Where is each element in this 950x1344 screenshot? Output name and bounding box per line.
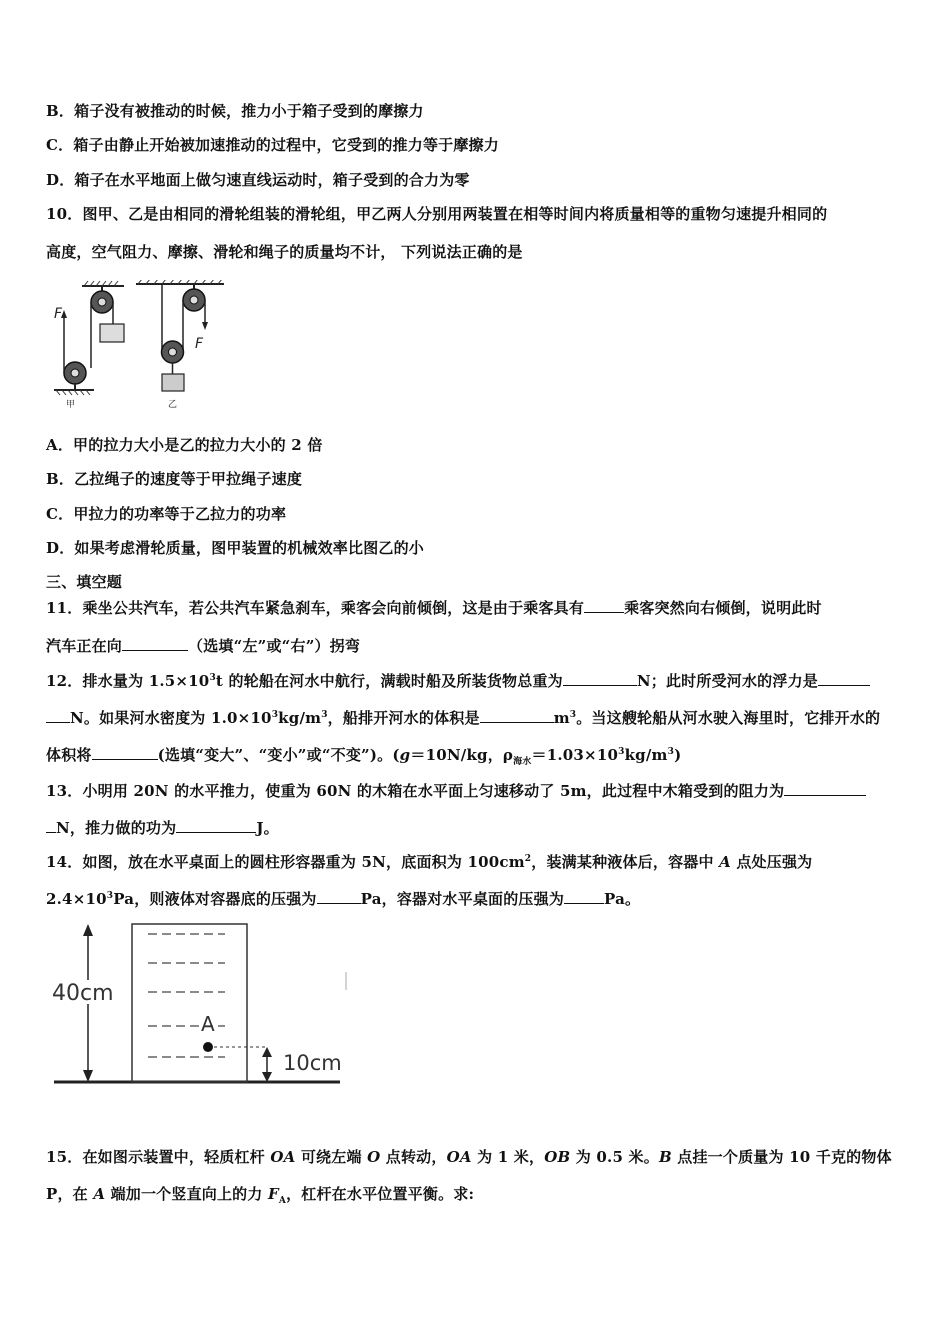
q12-blank-4[interactable] <box>92 744 158 760</box>
q13-line1: 13．小明用 20N 的水平推力，使重为 60N 的木箱在水平面上匀速移动了 5m，此过程中木箱受到的阻力为 <box>46 780 866 801</box>
q10-option-c: C．甲拉力的功率等于乙拉力的功率 <box>46 505 287 523</box>
q13-line2: N，推力做的功为 J。 <box>46 817 279 838</box>
q15-line1: 15．在如图示装置中，轻质杠杆 OA 可绕左端 O 点转动，OA 为 1 米，OB 为 0.5 米。B 点挂一个质量为 10 千克的物体 <box>46 1148 892 1166</box>
q10-fig-label-f-yi: F <box>195 336 204 352</box>
q15-line2: P，在 A 端加一个竖直向上的力 $F_A$，杠杆在水平位置平衡。求: <box>46 1185 475 1206</box>
q11-blank-1[interactable] <box>584 597 624 613</box>
q9-option-c: C．箱子由静止开始被加速推动的过程中，它受到的推力等于摩擦力 <box>46 136 499 154</box>
q10-option-a: A．甲的拉力大小是乙的拉力大小的 2 倍 <box>46 436 323 454</box>
q10-option-b: B．乙拉绳子的速度等于甲拉绳子速度 <box>46 470 303 488</box>
q11-line2: 汽车正在向 （选填“左”或“右”）拐弯 <box>46 637 361 655</box>
q14-line2: $2.4\times 10^3Pa$，则液体对容器底的压强为 Pa，容器对水平桌面的压强为 Pa。 <box>46 890 641 908</box>
q14-blank-1[interactable] <box>317 888 361 904</box>
q12-line3: 体积将 (选填“变大”、“变小”或“不变”)。(g＝10N/kg，$\rho_{海水}=1.03\times 10^3kg/m^3$) <box>46 746 682 767</box>
q13-blank-2[interactable] <box>176 817 256 833</box>
q12-line2: N。如果河水密度为 $1.0\times 10^3kg/m^3$，船排开河水的体积是 $m^3$。当这艘轮船从河水驶入海里时，它排开水的 <box>46 707 880 728</box>
q12-blank-2a[interactable] <box>818 670 870 686</box>
q9-option-b: B．箱子没有被推动的时候，推力小于箱子受到的摩擦力 <box>46 102 424 120</box>
q13-blank-1b[interactable] <box>46 817 56 833</box>
q10-pulley-figure <box>44 280 234 410</box>
q12-blank-3[interactable] <box>480 707 554 723</box>
section-title-fill-in: 三、填空题 <box>46 573 123 591</box>
q10-fig-label-f-jia: F <box>54 306 63 322</box>
q10-fig-label-jia: 甲 <box>66 400 76 410</box>
q13-blank-1a[interactable] <box>784 780 866 796</box>
q14-blank-2[interactable] <box>564 888 604 904</box>
q11-line1: 11．乘坐公共汽车，若公共汽车紧急刹车，乘客会向前倾倒，这是由于乘客具有 乘客突然向右倾倒，说明此时 <box>46 599 822 617</box>
q14-container-figure <box>50 920 350 1090</box>
q12-blank-2b[interactable] <box>46 707 70 723</box>
q12-line1: 12．排水量为 $1.5\times 10^3t$ 的轮船在河水中航行，满载时船及所装货物总重为 N；此时所受河水的浮力是 <box>46 670 870 691</box>
q10-fig-label-yi: 乙 <box>168 400 178 410</box>
q14-fig-point-a: A <box>201 1012 215 1036</box>
q12-blank-1[interactable] <box>563 670 637 686</box>
q9-option-d: D．箱子在水平地面上做匀速直线运动时，箱子受到的合力为零 <box>46 171 470 189</box>
q10-option-d: D．如果考虑滑轮质量，图甲装置的机械效率比图乙的小 <box>46 539 425 557</box>
q11-blank-2[interactable] <box>122 635 188 651</box>
q10-stem-line2: 高度，空气阻力、摩擦、滑轮和绳子的质量均不计， 下列说法正确的是 <box>46 243 523 261</box>
q14-line1: 14．如图，放在水平桌面上的圆柱形容器重为 5N，底面积为 $100cm^2$，装满某种液体后，容器中 A 点处压强为 <box>46 853 813 871</box>
q10-stem-line1: 10．图甲、乙是由相同的滑轮组装的滑轮组，甲乙两人分别用两装置在相等时间内将质量相等的重物匀速提升相同的 <box>46 205 828 223</box>
q14-fig-depth-label: 10cm <box>283 1051 342 1075</box>
q14-fig-height-label: 40cm <box>52 981 114 1006</box>
